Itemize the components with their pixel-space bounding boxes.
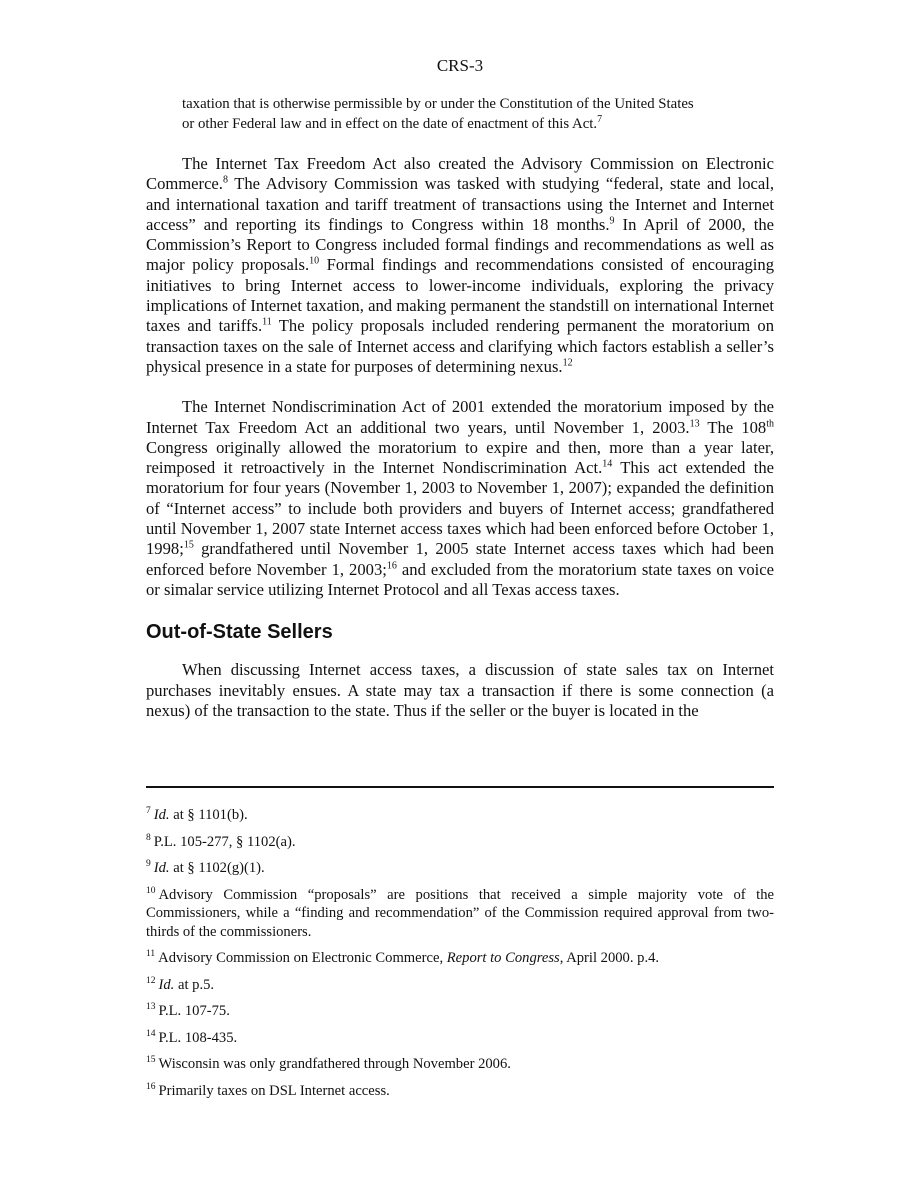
footnote-number: 15 [146,1055,156,1066]
paragraph-out-of-state-sellers: When discussing Internet access taxes, a discussion of state sales tax on Internet purchases inevitably ensues. A state may tax a transaction if there is some connection (a nexus) of the transaction to the state. Thus if the seller or the buyer is located in the [146,660,774,720]
statute-quote [182,94,738,134]
footnote-number: 10 [146,885,156,896]
footnote: $^8$ P.L. 105-277, § 1102(a). [146,832,296,850]
ordinal-suffix: th [766,418,775,430]
footnote-ref: 10 [309,255,320,267]
paragraph-advisory-commission: The Internet Tax Freedom Act also created the Advisory Commission on Electronic Commerce.$^8$ The Advisory Commission was tasked with studying “federal, state and local, and international taxation and tariff treatment of transactions using the Internet and Internet access” and reporting its findings to Congress within 18 months.$^9$ In April of 2000, the Commission’s Report to Congress included formal findings and recommendations as well as major policy proposals.$^{10}$ Formal findings and recommendations consisted of encouraging initiatives to bring Internet access to lower-income individuals, exploring the privacy implications of Internet taxation, and making permanent the standstill on international Internet taxes and tariffs.$^{11}$ The policy proposals included rendering permanent the moratorium on transaction taxes on the sale of Internet access and clarifying which factors establish a seller’s physical presence in a state for purposes of determining nexus.$^{12}$ [146,154,775,376]
main-body [146,94,774,721]
footnote: $^9$ Id. at § 1102(g)(1). [146,859,265,876]
footnote: $^{16}$ Primarily taxes on DSL Internet access. [146,1081,390,1099]
footnote-number: 11 [146,949,156,960]
quote-line-1: taxation that is otherwise permissible by or under the Constitution of the United States [182,96,694,112]
footnote-ref: 14 [602,458,613,470]
footnote-number: 7 [146,806,151,817]
footnote-number: 16 [146,1081,156,1092]
footnote: $^{11}$ Advisory Commission on Electronic Commerce, Report to Congress, April 2000. p.4. [146,949,660,966]
footnote-ref: 13 [689,418,700,430]
footnote-ref: 16 [386,560,397,572]
footnote: $^{12}$ Id. at p.5. [146,975,215,993]
footnote-number: 9 [146,859,151,870]
footnote: $^{13}$ P.L. 107-75. [146,1002,230,1019]
footnote-number: 13 [146,1002,156,1013]
footnote: $^7$ Id. at § 1101(b). [146,806,248,823]
footnote-ref: 7 [597,114,603,126]
footnote-number: 8 [146,832,151,843]
footnote-ref: 9 [609,215,615,227]
section-heading: Out-of-State Sellers [146,621,333,644]
footnotes [146,806,774,1108]
footnote-ref: 11 [262,316,272,328]
quote-line-2: or other Federal law and in effect on the date of enactment of this Act. [182,116,598,132]
footnote: $^{14}$ P.L. 108-435. [146,1028,238,1046]
footnote-ref: 8 [222,174,228,186]
footnote-number: 12 [146,975,156,986]
footnote-ref: 12 [562,357,573,369]
paragraph-nondiscrimination-act: The Internet Nondiscrimination Act of 2001 extended the moratorium imposed by the Internet Tax Freedom Act an additional two years, until November 1, 2003.13 The 108th Congress originally allowed the moratorium to expire and then, more than a year later, reimposed it retroactively in the Internet Nondiscrimination Act.$^{14}$ This act extended the moratorium for four years (November 1, 2003 to November 1, 2007); expanded the definition of “Internet access” to include both providers and buyers of Internet access; grandfathered until November 1, 2007 state Internet access taxes which had been enforced before October 1, 1998;$^{15}$ grandfathered until November 1, 2005 state Internet access taxes which had been enforced before November 1, 2003;$^{16}$ and excluded from the moratorium state taxes on voice or simalar service utilizing Internet Protocol and all Texas access taxes. [146,397,775,599]
footnote: $^{10}$ Advisory Commission “proposals” are positions that received a simple majority vote of the Commissioners, while a “finding and recommendation” of the Commission required approval from two-thirds of the commissioners. [146,885,774,940]
footnote-ref: 15 [183,539,194,551]
footnote: $^{15}$ Wisconsin was only grandfathered through November 2006. [146,1055,511,1072]
footnote-divider [146,786,774,788]
page-number: CRS-3 [436,56,484,75]
footnote-number: 14 [146,1028,156,1039]
